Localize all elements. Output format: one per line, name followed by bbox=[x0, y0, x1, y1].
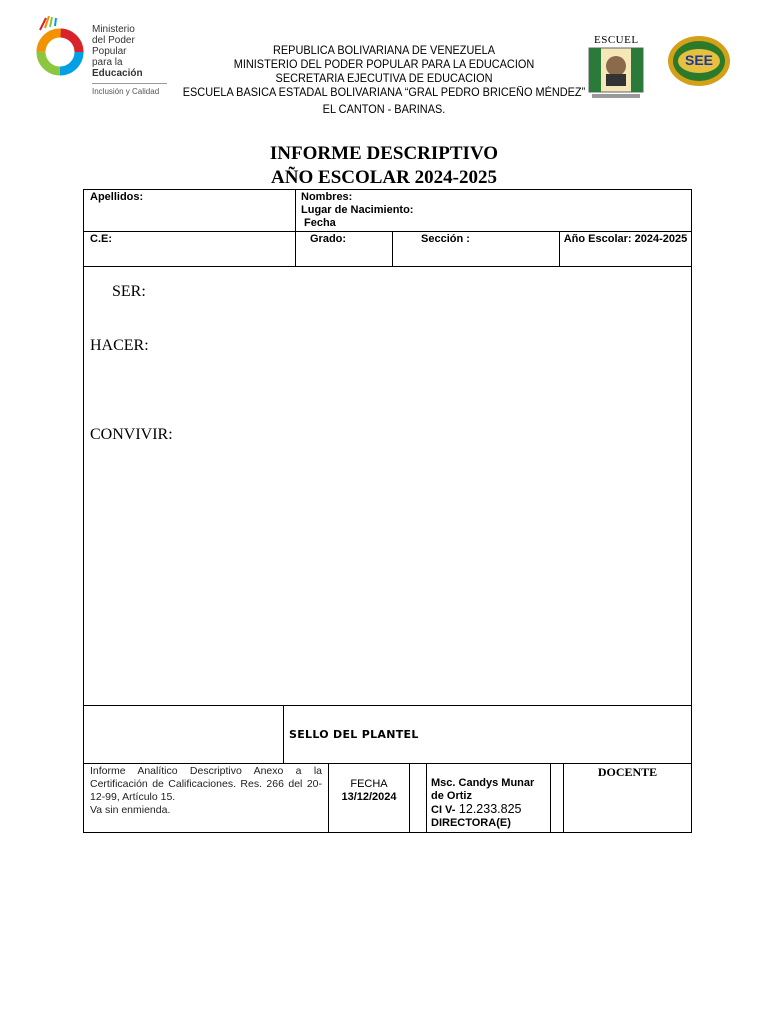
sello-label: SELLO DEL PLANTEL bbox=[289, 728, 419, 741]
header-line-5: EL CANTON - BARINAS. bbox=[322, 104, 446, 116]
title-line-2: AÑO ESCOLAR 2024-2025 bbox=[271, 167, 497, 188]
seccion-label: Sección : bbox=[421, 233, 470, 245]
sello-table bbox=[83, 705, 692, 764]
title-line-1: INFORME DESCRIPTIVO bbox=[269, 143, 499, 164]
footer-note: Informe Analítico Descriptivo Anexo a la Certificación de Calificaciones. Res. 266 del 20-12-99, Artículo 15. bbox=[90, 765, 322, 803]
see-logo-text: SEE bbox=[684, 52, 713, 68]
student-info-table bbox=[83, 189, 692, 267]
ano-escolar-label: Año Escolar: 2024-2025 bbox=[563, 233, 688, 245]
nombres-label: Nombres: bbox=[301, 191, 353, 203]
ministry-line3: para la bbox=[92, 57, 123, 68]
ci-label: CI V- bbox=[431, 804, 456, 816]
fecha-label: Fecha bbox=[304, 217, 336, 229]
director-name: Msc. Candys Munar de Ortiz bbox=[431, 777, 535, 802]
ser-label: SER: bbox=[112, 283, 146, 300]
footer-note-2: Va sin enmienda. bbox=[90, 804, 171, 816]
ministry-line1: Ministerio bbox=[92, 24, 135, 35]
ministry-logo bbox=[32, 16, 172, 96]
header-line-3: SECRETARIA EJECUTIVA DE EDUCACION bbox=[275, 73, 493, 85]
ministry-line3-bold: Educación bbox=[92, 68, 143, 79]
school-crest-icon bbox=[586, 46, 646, 100]
ministry-line2: del Poder Popular bbox=[92, 35, 135, 57]
evaluation-box bbox=[83, 265, 692, 706]
ministry-tagline: Inclusión y Calidad bbox=[92, 87, 160, 96]
convivir-label: CONVIVIR: bbox=[90, 426, 173, 443]
apellidos-label: Apellidos: bbox=[90, 191, 144, 203]
docente-label: DOCENTE bbox=[597, 765, 658, 779]
hacer-label: HACER: bbox=[90, 337, 149, 354]
school-logo bbox=[586, 34, 646, 100]
fecha-footer-label: FECHA bbox=[350, 778, 388, 790]
ci-value: 12.233.825 bbox=[455, 802, 522, 816]
fecha-footer-value: 13/12/2024 bbox=[341, 791, 397, 803]
see-logo bbox=[667, 35, 731, 87]
header-line-4: ESCUELA BASICA ESTADAL BOLIVARIANA “GRAL PEDRO BRICEÑO MÉNDEZ” bbox=[182, 87, 586, 99]
header-line-1: REPUBLICA BOLIVARIANA DE VENEZUELA bbox=[272, 45, 496, 57]
lugar-nacimiento-label: Lugar de Nacimiento: bbox=[301, 204, 414, 216]
footer-table bbox=[83, 763, 692, 833]
header-line-2: MINISTERIO DEL PODER POPULAR PARA LA EDUCACION bbox=[233, 59, 535, 71]
school-logo-text: ESCUEL bbox=[594, 34, 639, 46]
director-role: DIRECTORA(E) bbox=[431, 817, 511, 829]
ministry-ring-icon bbox=[32, 16, 88, 80]
ce-label: C.E: bbox=[90, 233, 112, 245]
grado-label: Grado: bbox=[310, 233, 347, 245]
